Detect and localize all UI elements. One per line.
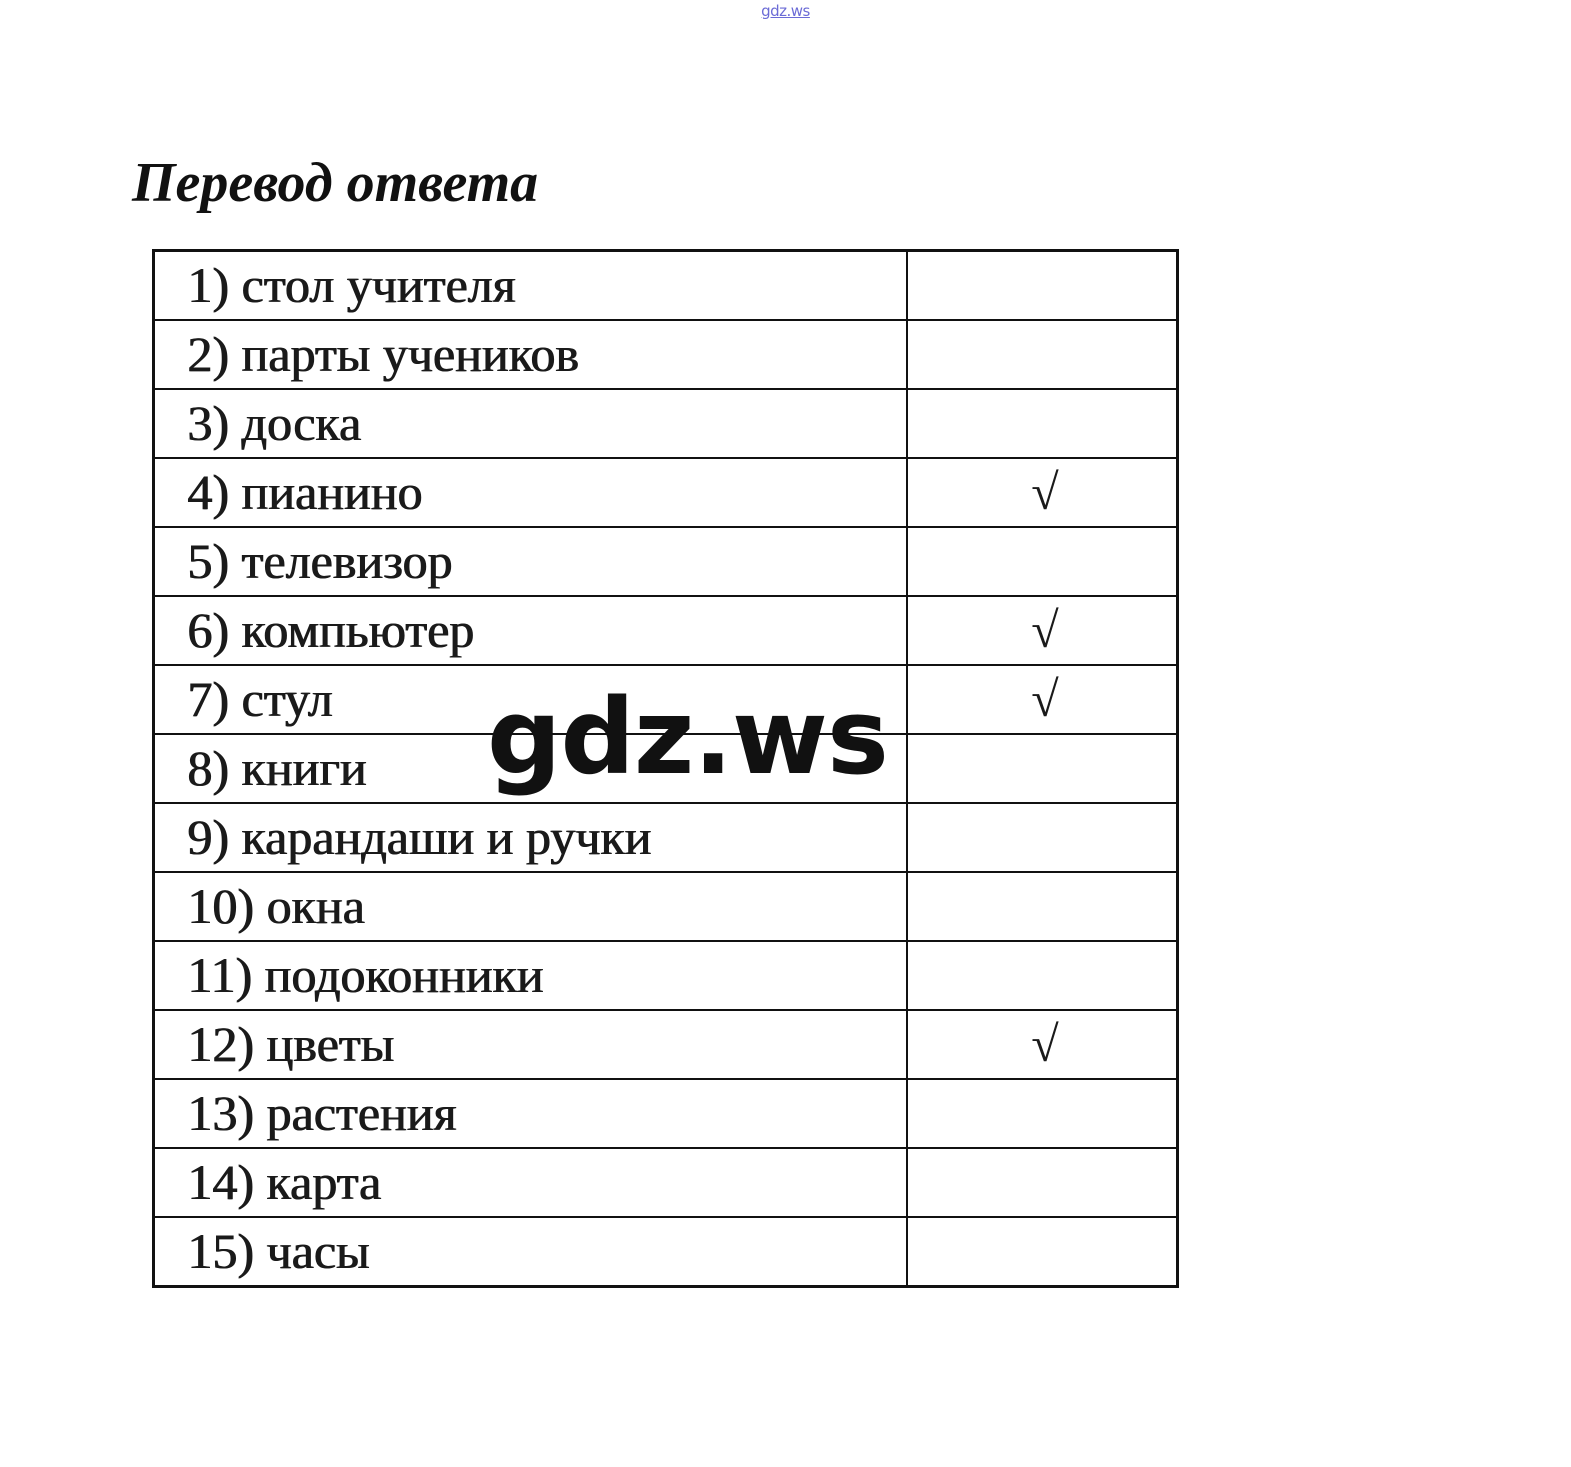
check-mark-cell — [907, 1148, 1178, 1217]
table-row — [154, 251, 1178, 321]
item-label: 13) растения — [154, 1079, 908, 1148]
check-mark-cell — [907, 251, 1178, 321]
item-label: 11) подоконники — [154, 941, 908, 1010]
check-mark-cell — [907, 872, 1178, 941]
item-label: 10) окна — [154, 872, 908, 941]
item-label: 8) книги — [154, 734, 908, 803]
item-label: 6) компьютер — [154, 596, 908, 665]
check-mark-cell — [907, 1079, 1178, 1148]
center-watermark: gdz.ws — [487, 676, 888, 798]
check-mark-cell — [907, 803, 1178, 872]
check-mark-cell: √ — [907, 596, 1178, 665]
table-row — [154, 1010, 1178, 1079]
table-row — [154, 320, 1178, 389]
item-label: 2) парты учеников — [154, 320, 908, 389]
table-row — [154, 1148, 1178, 1217]
item-label: 15) часы — [154, 1217, 908, 1287]
check-mark-cell: √ — [907, 458, 1178, 527]
check-mark-cell — [907, 527, 1178, 596]
item-label: 12) цветы — [154, 1010, 908, 1079]
table-row — [154, 1217, 1178, 1287]
item-label: 4) пианино — [154, 458, 908, 527]
item-label: 5) телевизор — [154, 527, 908, 596]
item-label: 7) стул — [154, 665, 908, 734]
top-watermark-link[interactable]: gdz.ws — [761, 2, 810, 20]
table-row — [154, 872, 1178, 941]
item-label: 1) стол учителя — [154, 251, 908, 321]
check-mark-cell — [907, 734, 1178, 803]
check-mark-cell: √ — [907, 1010, 1178, 1079]
table-row — [154, 941, 1178, 1010]
item-label: 3) доска — [154, 389, 908, 458]
table-row — [154, 389, 1178, 458]
table-row — [154, 527, 1178, 596]
table-row — [154, 596, 1178, 665]
check-mark-cell — [907, 320, 1178, 389]
page-title: Перевод ответа — [132, 152, 539, 214]
item-label: 9) карандаши и ручки — [154, 803, 908, 872]
table-row — [154, 1079, 1178, 1148]
check-mark-cell — [907, 1217, 1178, 1287]
check-mark-cell — [907, 389, 1178, 458]
table-row — [154, 803, 1178, 872]
table-row — [154, 458, 1178, 527]
item-label: 14) карта — [154, 1148, 908, 1217]
check-mark-cell: √ — [907, 665, 1178, 734]
check-mark-cell — [907, 941, 1178, 1010]
